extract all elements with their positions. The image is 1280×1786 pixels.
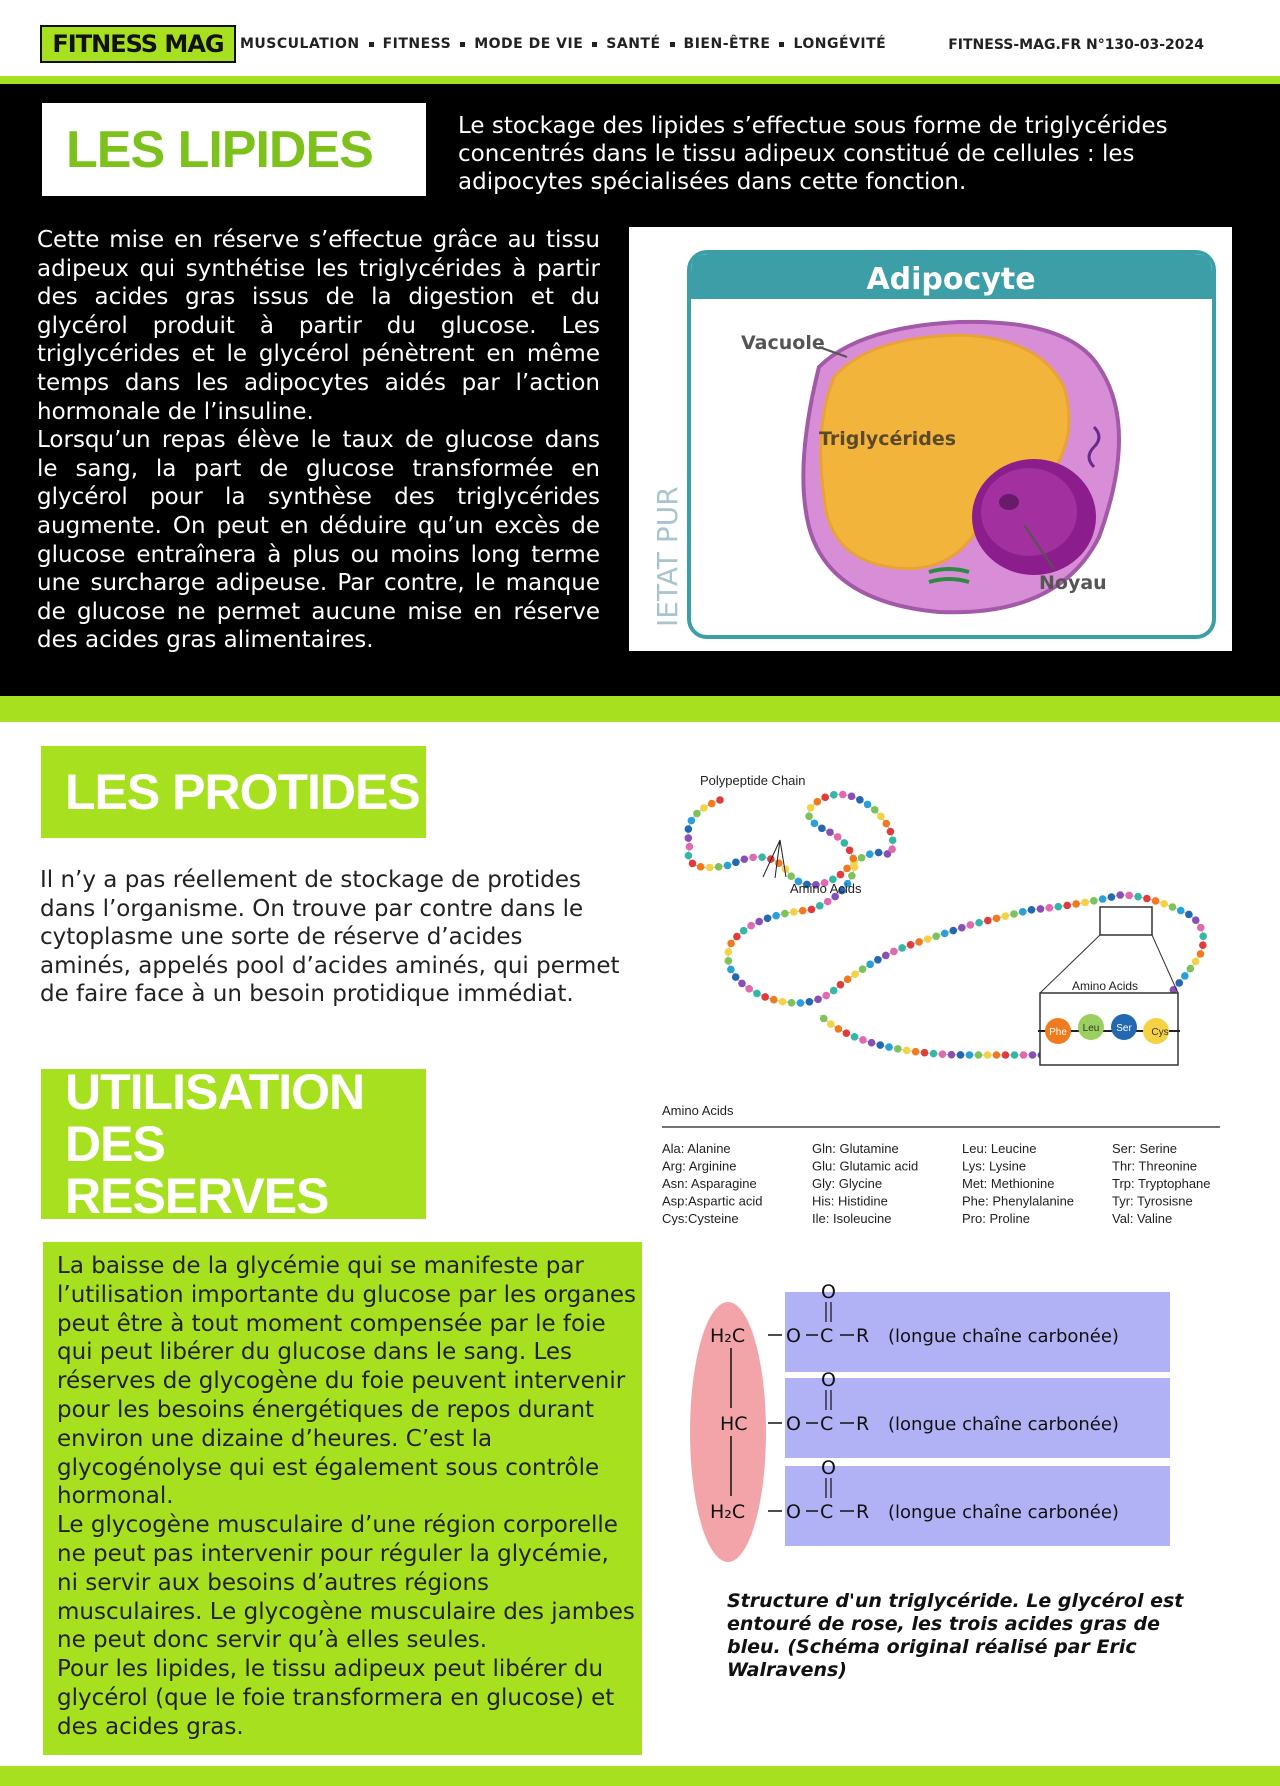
- lipides-intro: Le stockage des lipides s’effectue sous forme de triglycérides concentrés dans le tissu adipeux constitué de cellules : les adipocytes spécialisées dans cette fonction.: [458, 113, 1168, 195]
- amino-acid-bead: [898, 944, 906, 952]
- amino-acid-bead: [1199, 932, 1207, 940]
- amino-acid-bead: [921, 1049, 929, 1057]
- amino-acid-bead: [975, 919, 983, 927]
- amino-acid-bead: [820, 1015, 828, 1023]
- amino-acid-bead: [700, 804, 708, 812]
- chain-label: (longue chaîne carbonée): [888, 1326, 1119, 1347]
- amino-acid-bead: [874, 956, 882, 964]
- amino-acid-bead: [724, 862, 732, 870]
- section-divider: [0, 696, 1280, 722]
- protides-title-box: [41, 746, 426, 838]
- amino-acid-bead: [706, 864, 714, 872]
- amino-acid-bead: [685, 852, 693, 860]
- amino-acid-bead: [781, 910, 789, 918]
- amino-acid-bead: [1143, 895, 1151, 903]
- amino-acid-bead: [924, 935, 932, 943]
- nav-separator: [670, 42, 675, 47]
- lipides-paragraph-2: Lorsqu’un repas élève le taux de glucose dans le sang, la part de glucose transformée en glycérol pour la synthèse des triglycérides augmente. On peut en déduire qu’un excès de glucose entraînera à plus ou moins long terme une surcharge adipeuse. Par contre, le manque de glucose ne permet aucune mise en réserve des acides gras alimentaires.: [37, 427, 600, 654]
- amino-acid-bead: [827, 1020, 835, 1028]
- amino-acid-bead: [1185, 911, 1193, 919]
- legend-entry: Arg: Arginine: [662, 1158, 737, 1174]
- amino-acid-bead: [826, 828, 834, 836]
- amino-acid-bead: [747, 922, 755, 930]
- amino-acid-bead: [1125, 892, 1133, 900]
- amino-acid-bead: [851, 970, 859, 978]
- amino-acid-bead: [1029, 1051, 1037, 1059]
- reserves-paragraph-2: Le glycogène musculaire d’une région corporelle ne peut pas intervenir pour réguler la glycémie, ni servir aux besoins d’autres régions musculaires. Le glycogène musculaire des jambes ne peut donc servir qu’à elles seules.: [57, 1512, 635, 1654]
- adipocyte-diagram: [629, 227, 1232, 651]
- amino-acid-bead: [1175, 979, 1183, 987]
- polypeptide-diagram: [640, 755, 1240, 1225]
- amino-acid-bead: [958, 924, 966, 932]
- ester-oxygen: O: [786, 1325, 801, 1347]
- amino-acid-bead: [866, 850, 874, 858]
- label-triglycerides: Triglycérides: [819, 428, 957, 450]
- amino-acid-bead: [824, 898, 832, 906]
- amino-acid-bead: [837, 871, 845, 879]
- lipides-body: [37, 226, 600, 655]
- bead-label-phe: Phe: [1049, 1027, 1067, 1038]
- protides-title: LES PROTIDES: [65, 764, 420, 820]
- amino-acid-bead: [948, 1051, 956, 1059]
- amino-acid-bead: [975, 1051, 983, 1059]
- amino-acid-bead: [939, 1050, 947, 1058]
- label-amino-acids: Amino Acids: [790, 881, 862, 896]
- amino-acid-bead: [1055, 903, 1063, 911]
- amino-acid-bead: [770, 996, 778, 1004]
- carbonyl-oxygen: O: [821, 1457, 836, 1479]
- reserves-title: [65, 1066, 426, 1222]
- amino-acid-bead: [805, 812, 813, 820]
- nav-separator: [592, 42, 597, 47]
- glycerol-carbon: HC: [720, 1413, 748, 1435]
- legend-entry: Ala: Alanine: [662, 1141, 731, 1156]
- legend-entry: Asn: Asparagine: [662, 1176, 757, 1191]
- amino-acid-bead: [843, 865, 851, 873]
- amino-acid-bead: [851, 1033, 859, 1041]
- amino-acid-bead: [787, 872, 795, 880]
- amino-acid-bead: [885, 1043, 893, 1051]
- amino-acid-bead: [871, 806, 879, 814]
- legend-entry: His: Histidine: [812, 1193, 888, 1209]
- amino-acid-bead: [693, 810, 701, 818]
- amino-acid-bead: [1019, 908, 1027, 916]
- carbonyl-carbon: C: [820, 1413, 834, 1435]
- amino-acid-bead: [887, 828, 895, 836]
- amino-acid-bead: [834, 833, 842, 841]
- legend-entry: Gln: Glutamine: [812, 1141, 899, 1156]
- amino-acid-bead: [1192, 958, 1200, 966]
- amino-acid-bead: [779, 998, 787, 1006]
- glycerol-carbon: H₂C: [710, 1501, 746, 1523]
- reserves-paragraph-1: La baisse de la glycémie qui se manifeste par l’utilisation importante du glucose par les organes peut être à tout moment compensée par le foie qui peut libérer du glucose dans le sang. Les réserves de glycogène du foie peuvent intervenir pour les besoins énergétiques de repos durant environ une dizaine d’heures. C’est la glycogénolyse qui est également sous contrôle hormonal.: [57, 1253, 637, 1510]
- amino-acid-bead: [1197, 924, 1205, 932]
- legend-entry: Pro: Proline: [962, 1211, 1030, 1225]
- amino-acid-bead: [685, 834, 693, 842]
- amino-acid-bead: [858, 854, 866, 862]
- amino-acid-bead: [876, 1041, 884, 1049]
- amino-acid-legend: [662, 1141, 1211, 1225]
- amino-acid-bead: [790, 908, 798, 916]
- amino-acid-bead: [740, 927, 748, 935]
- legend-entry: Asp:Aspartic acid: [662, 1193, 763, 1209]
- amino-acid-bead: [1020, 1051, 1028, 1059]
- amino-acid-bead: [846, 846, 854, 854]
- amino-acid-bead: [941, 930, 949, 938]
- carbonyl-oxygen: O: [821, 1369, 836, 1391]
- amino-acid-bead: [888, 845, 896, 853]
- legend-entry: Val: Valine: [1112, 1211, 1173, 1225]
- nav-separator: [460, 42, 465, 47]
- legend-entry: Ile: Isoleucine: [812, 1211, 892, 1225]
- amino-acid-bead: [1028, 906, 1036, 914]
- amino-acid-bead: [830, 791, 838, 799]
- amino-acid-bead: [732, 973, 740, 981]
- r-group: R: [856, 1413, 870, 1435]
- amino-acid-bead: [685, 825, 693, 833]
- amino-acid-bead: [1002, 1051, 1010, 1059]
- amino-acid-bead: [1072, 900, 1080, 908]
- bead-label-leu: Leu: [1082, 1023, 1100, 1034]
- nav-item-fitness[interactable]: FITNESS: [382, 36, 452, 52]
- lipides-paragraph-1: Cette mise en réserve s’effectue grâce au tissu adipeux qui synthétise les triglycérides à partir des acides gras issus de la digestion et du glycérol produit à partir du glucose. Les triglycérides et le glycérol pénètrent en même temps dans les adipocytes aidés par l’action hormonale de l’insuline.: [37, 227, 600, 425]
- amino-acid-bead: [822, 992, 830, 1000]
- amino-acid-bead: [697, 863, 705, 871]
- magazine-logo[interactable]: FITNESS MAG: [40, 25, 236, 63]
- amino-acid-bead: [816, 902, 824, 910]
- amino-acid-bead: [1197, 950, 1205, 958]
- amino-acid-bead: [875, 849, 883, 857]
- amino-acid-bead: [932, 932, 940, 940]
- label-amino-acids-zoom: Amino Acids: [1072, 979, 1139, 993]
- chain-label: (longue chaîne carbonée): [888, 1414, 1119, 1435]
- amino-acid-bead: [1187, 965, 1195, 973]
- amino-acid-bead: [859, 965, 867, 973]
- amino-acid-bead: [957, 1051, 965, 1059]
- amino-acid-bead: [984, 917, 992, 925]
- top-nav: [240, 28, 886, 60]
- amino-acid-bead: [877, 813, 885, 821]
- legend-entry: Cys:Cysteine: [662, 1211, 739, 1225]
- amino-acid-bead: [993, 1051, 1001, 1059]
- amino-acid-bead: [749, 854, 757, 862]
- nav-item-bien-etre[interactable]: BIEN-ÊTRE: [683, 36, 771, 52]
- carbonyl-carbon: C: [820, 1501, 834, 1523]
- amino-acid-bead: [993, 915, 1001, 923]
- legend-entry: Lys: Lysine: [962, 1158, 1027, 1174]
- nav-item-longevite[interactable]: LONGÉVITÉ: [793, 36, 887, 52]
- amino-acid-bead: [984, 1051, 992, 1059]
- r-group: R: [856, 1501, 870, 1523]
- amino-acid-bead: [1116, 891, 1124, 899]
- amino-acid-bead: [848, 872, 856, 880]
- amino-acid-bead: [1046, 904, 1054, 912]
- amino-acid-bead: [1011, 1051, 1019, 1059]
- amino-acid-bead: [844, 976, 852, 984]
- amino-acid-bead: [1108, 893, 1116, 901]
- amino-acid-bead: [1169, 903, 1177, 911]
- nav-separator: [369, 42, 374, 47]
- ester-oxygen: O: [786, 1413, 801, 1435]
- amino-acid-bead: [818, 825, 826, 833]
- legend-entry: Thr: Threonine: [1112, 1158, 1198, 1174]
- carbonyl-carbon: C: [820, 1325, 834, 1347]
- legend-entry: Glu: Glutamic acid: [812, 1158, 919, 1174]
- amino-acid-bead: [1090, 897, 1098, 905]
- nav-item-sante[interactable]: SANTÉ: [606, 36, 661, 52]
- triglyceride-figure: [690, 1280, 1190, 1600]
- amino-acid-bead: [868, 1039, 876, 1047]
- figure-watermark: IETAT PUR: [651, 486, 684, 627]
- amino-acid-bead: [889, 836, 897, 844]
- amino-acid-bead: [949, 927, 957, 935]
- amino-acid-bead: [856, 796, 864, 804]
- amino-acid-bead: [835, 1025, 843, 1033]
- lipides-title-box: [42, 103, 426, 196]
- amino-acid-bead: [930, 1050, 938, 1058]
- amino-acid-bead: [758, 853, 766, 861]
- amino-acid-bead: [839, 791, 847, 799]
- triglyceride-caption: Structure d'un triglycéride. Le glycérol est entouré de rose, les trois acides gras de bleu. (Schéma original réalisé par Eric Walravens): [727, 1590, 1184, 1681]
- amino-acid-bead: [686, 843, 694, 851]
- amino-acid-bead: [882, 952, 890, 960]
- amino-acid-bead: [1152, 897, 1160, 905]
- nav-separator: [779, 42, 784, 47]
- amino-acid-bead: [912, 1048, 920, 1056]
- legend-entry: Phe: Phenylalanine: [962, 1193, 1075, 1209]
- amino-acid-bead: [843, 1029, 851, 1037]
- amino-acid-bead: [814, 798, 822, 806]
- carbonyl-oxygen: O: [821, 1281, 836, 1303]
- reserves-title-line-2: DES RESERVES: [65, 1116, 329, 1224]
- amino-acid-bead: [788, 999, 796, 1007]
- bead-label-cys: Cys: [1151, 1027, 1169, 1038]
- amino-acid-bead: [1160, 900, 1168, 908]
- chain-label: (longue chaîne carbonée): [888, 1502, 1119, 1523]
- legend-entry: Ser: Serine: [1112, 1141, 1178, 1156]
- triglyceride-diagram: [690, 1280, 1190, 1580]
- amino-acid-bead: [807, 804, 815, 812]
- legend-entry: Met: Methionine: [962, 1176, 1055, 1191]
- legend-entry: Tyr: Tyrosisne: [1112, 1193, 1193, 1209]
- amino-acid-bead: [738, 980, 746, 988]
- glycerol-carbon: H₂C: [710, 1325, 746, 1347]
- amino-acid-bead: [1134, 893, 1142, 901]
- amino-acid-bead: [864, 801, 872, 809]
- amino-acid-bead: [727, 940, 735, 948]
- amino-acid-bead: [882, 820, 890, 828]
- amino-acid-bead: [967, 921, 975, 929]
- label-noyau: Noyau: [1039, 572, 1107, 594]
- amino-acid-bead: [688, 817, 696, 825]
- amino-acid-bead: [808, 906, 816, 914]
- bead-label-ser: Ser: [1116, 1023, 1132, 1034]
- protides-body: Il n’y a pas réellement de stockage de protides dans l’organisme. On trouve par contre dans le cytoplasme une sorte de réserve d’acides aminés, appelés pool d’acides aminés, qui permet de faire face à un besoin protidique immédiat.: [40, 867, 620, 1007]
- amino-acid-bead: [907, 941, 915, 949]
- amino-acid-bead: [1063, 902, 1071, 910]
- amino-acid-bead: [966, 1051, 974, 1059]
- amino-acid-bead: [1081, 899, 1089, 907]
- amino-acid-bead: [732, 858, 740, 866]
- footer-bar: [0, 1766, 1280, 1786]
- amino-acid-bead: [915, 938, 923, 946]
- amino-acid-bead: [890, 948, 898, 956]
- amino-acid-bead: [1177, 907, 1185, 915]
- amino-acid-bead: [849, 855, 857, 863]
- amino-acid-bead: [848, 793, 856, 801]
- amino-acid-bead: [1010, 910, 1018, 918]
- amino-acid-bead: [755, 918, 763, 926]
- amino-acid-bead: [894, 1045, 902, 1053]
- amino-acid-bead: [811, 820, 819, 828]
- amino-acid-bead: [799, 907, 807, 915]
- label-vacuole: Vacuole: [741, 332, 825, 354]
- legend-entry: Gly: Glycine: [812, 1176, 883, 1191]
- adipocyte-figure: [629, 227, 1232, 651]
- amino-acid-bead: [716, 796, 724, 804]
- amino-acid-bead: [715, 863, 723, 871]
- amino-acid-bead: [745, 985, 753, 993]
- amino-acid-bead: [741, 855, 749, 863]
- amino-acid-bead: [821, 794, 829, 802]
- amino-acid-bead: [1181, 972, 1189, 980]
- amino-acid-bead: [1037, 905, 1045, 913]
- amino-acid-bead: [761, 993, 769, 1001]
- legend-entry: Leu: Leucine: [962, 1141, 1037, 1156]
- amino-acid-bead: [866, 961, 874, 969]
- amino-acid-bead: [797, 999, 805, 1007]
- amino-acid-bead: [830, 987, 838, 995]
- nav-item-musculation[interactable]: MUSCULATION: [240, 36, 360, 52]
- reserves-paragraph-3: Pour les lipides, le tissu adipeux peut libérer du glycérol (que le foie transformera en glucose) et des acides gras.: [57, 1656, 615, 1740]
- amino-acid-bead: [724, 957, 732, 965]
- ester-oxygen: O: [786, 1501, 801, 1523]
- legend-title: Amino Acids: [662, 1103, 734, 1118]
- amino-acid-bead: [837, 981, 845, 989]
- amino-acid-bead: [727, 966, 735, 974]
- amino-acid-bead: [1199, 941, 1207, 949]
- amino-acid-bead: [772, 912, 780, 920]
- amino-acid-bead: [806, 998, 814, 1006]
- amino-acid-bead: [689, 860, 697, 868]
- amino-acid-bead: [851, 863, 859, 871]
- amino-acid-bead: [1001, 912, 1009, 920]
- nav-item-mode-de-vie[interactable]: MODE DE VIE: [474, 36, 584, 52]
- amino-acid-bead: [859, 1036, 867, 1044]
- amino-acid-bead: [903, 1047, 911, 1055]
- header-divider: [0, 76, 1280, 84]
- amino-acid-bead: [764, 914, 772, 922]
- amino-acid-bead: [725, 948, 733, 956]
- amino-acid-bead: [753, 990, 761, 998]
- issue-number: FITNESS-MAG.FR N°130-03-2024: [948, 37, 1204, 53]
- amino-acid-bead: [1192, 916, 1200, 924]
- legend-entry: Trp: Tryptophane: [1112, 1176, 1211, 1191]
- reserves-title-line-1: UTILISATION: [65, 1064, 365, 1120]
- amino-acid-bead: [733, 933, 741, 941]
- lipides-title: LES LIPIDES: [66, 120, 373, 179]
- reserves-body: [57, 1252, 637, 1742]
- amino-acid-bead: [1099, 895, 1107, 903]
- polypeptide-figure: [640, 755, 1240, 1225]
- r-group: R: [856, 1325, 870, 1347]
- reserves-title-box: [41, 1064, 426, 1224]
- label-polypeptide-chain: Polypeptide Chain: [700, 773, 806, 788]
- amino-acid-bead: [708, 800, 716, 808]
- amino-acid-bead: [814, 996, 822, 1004]
- amino-acid-bead: [841, 839, 849, 847]
- adipocyte-title: Adipocyte: [866, 262, 1036, 297]
